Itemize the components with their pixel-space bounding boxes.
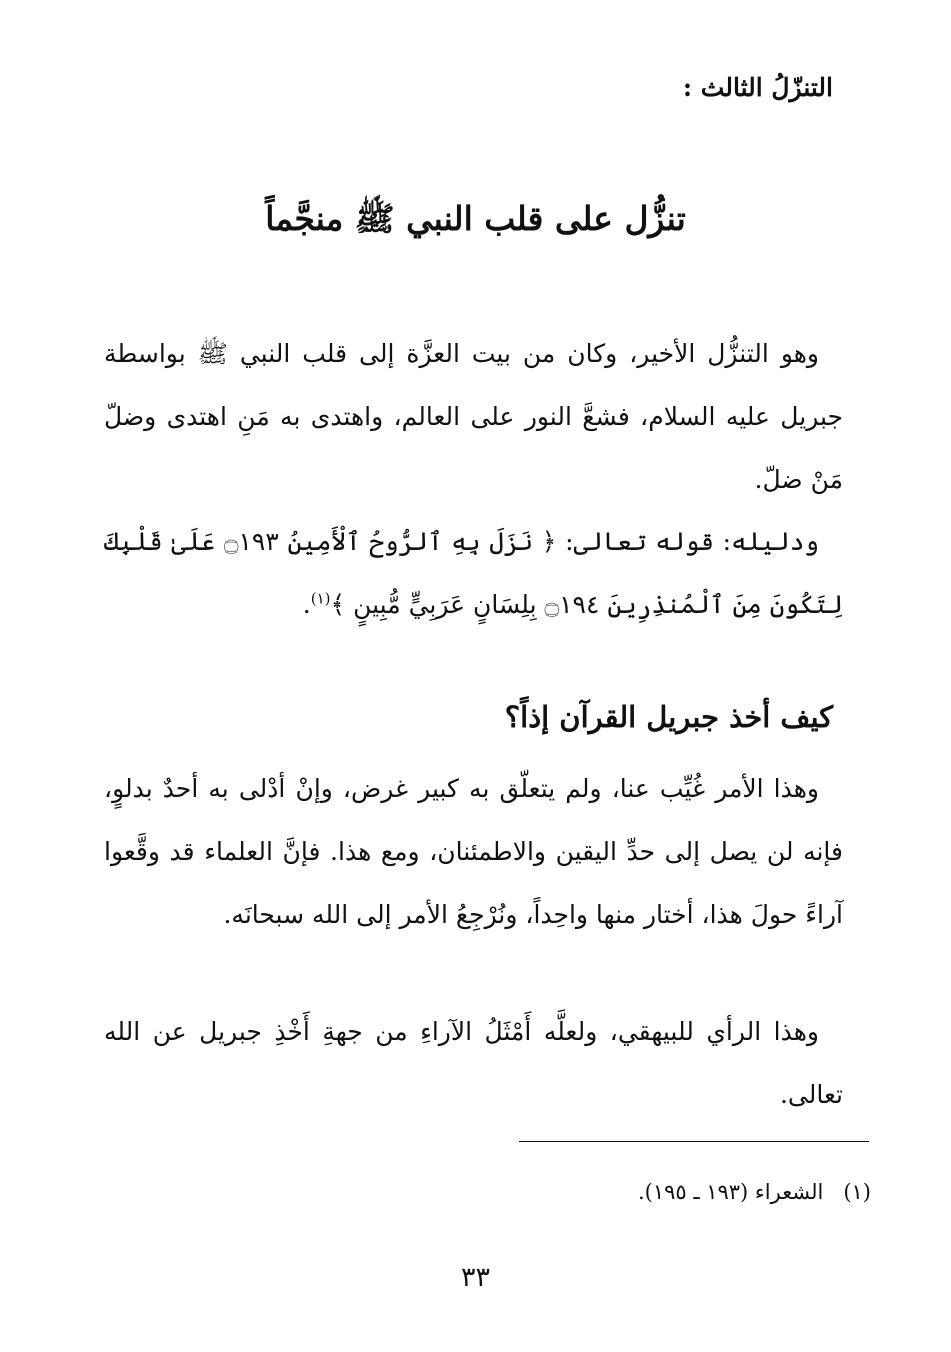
footnote xyxy=(638,1175,871,1209)
quran-verse: ﴿ نَزَلَ بِهِ ٱلرُّوحُ ٱلْأَمِينُ ۝١٩٣ عَلَىٰ قَلْبِكَ لِتَكُونَ مِنَ ٱلْمُنذِرِينَ ۝١٩٤ بِلِسَانٍ عَرَبِيٍّ مُّبِينٍ ﴾ xyxy=(104,527,843,619)
paragraph-evidence xyxy=(104,510,843,636)
chapter-title: تنزُّل على قلب النبي ﷺ منجَّماً xyxy=(265,199,686,238)
evidence-label: ودليله: قوله تعالى: xyxy=(565,527,819,556)
subheading: كيف أخذ جبريل القرآن إذاً؟ xyxy=(504,700,833,734)
page-number: ٣٣ xyxy=(460,1262,490,1293)
paragraph-intro: وهو التنزُّل الأخير، وكان من بيت العزَّة إلى قلب النبي ﷺ بواسطة جبريل عليه السلام، فشعَّ النور على العالم، واهتدى به مَنِ اهتدى وضلّ مَنْ ضلّ. xyxy=(104,339,843,494)
evidence-end: . xyxy=(302,590,311,619)
footnote-divider xyxy=(519,1141,869,1142)
footnote-ref: (١) xyxy=(310,589,331,608)
footnote-text: الشعراء (١٩٣ ـ ١٩٥). xyxy=(637,1180,824,1204)
footnote-number: (١) xyxy=(843,1180,871,1204)
paragraph-how: وهذا الأمر غُيِّب عنا، ولم يتعلّق به كبير غرض، وإنْ أدْلى به أحدٌ بدلوٍ، فإنه لن يصل إلى حدِّ اليقين والاطمئنان، ومع هذا. فإنَّ العلماء قد وقَّعوا آراءً حولَ هذا، أختار منها واحِداً، ونُرْجِعُ الأمر إلى الله سبحانَه. xyxy=(104,774,843,929)
paragraph-bayhaqi: وهذا الرأي للبيهقي، ولعلَّه أَمْثَلُ الآراءِ من جهةِ أَخْذِ جبريل عن الله تعالى. xyxy=(104,1017,843,1109)
section-label: التنزّلُ الثالث : xyxy=(682,73,833,102)
